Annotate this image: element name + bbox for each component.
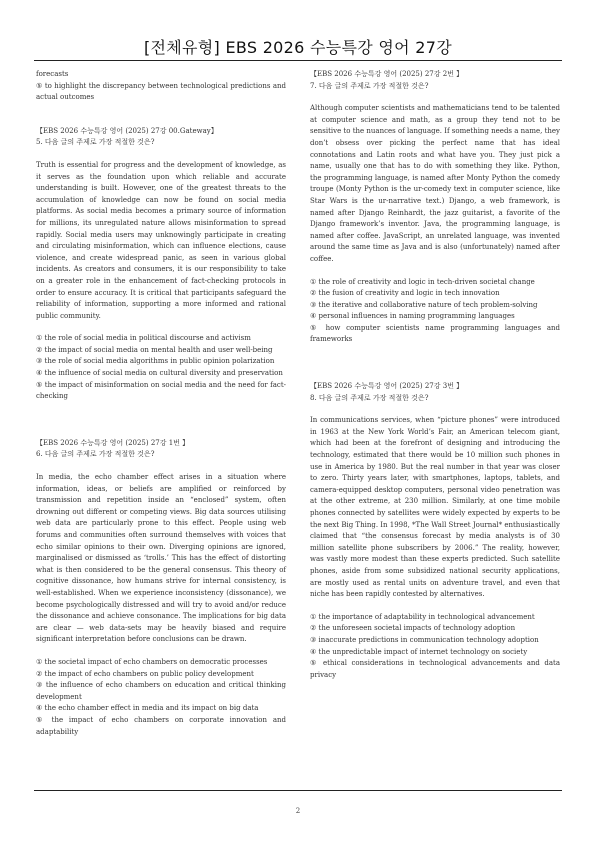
q6-passage: In media, the echo chamber effect arises in a situation where information, ideas, or beliefs are amplified or reinforced by transmission and repetition inside an “enclosed” system, often drowning out different or competing views. Big data sources utilising web data are particularly prone to this effect. People using web forums and communities often surround themselves with voices that echo similar opinions to their own. Diverging opinions are ignored, marginalised or dismissed as ‘trolls.’ This has the effect of distorting what is then considered to be the general consensus. This theory of cognitive dissonance, how humans strive for internal consistency, is well-established. When we experience inconsistency (dissonance), we become psychologically distressed and will try to avoid and/or reduce the dissonance and achieve consonance. The implications for big data are clear — web data-sets may be heavily biased and require significant interpretation before conclusions can be drawn. <box>36 473 286 644</box>
q8-option-4: ④ the unpredictable impact of internet technology on society <box>310 647 528 656</box>
q7-question: 7. 다음 글의 주제로 가장 적절한 것은? <box>310 81 429 90</box>
q7-source: 【EBS 2026 수능특강 영어 (2025) 27강 2번 】 <box>310 70 464 78</box>
q6-source: 【EBS 2026 수능특강 영어 (2025) 27강 1번 】 <box>36 438 190 447</box>
q6-question: 6. 다음 글의 주제로 가장 적절한 것은? <box>36 450 155 459</box>
q6-option-2: ② the impact of echo chambers on public policy development <box>36 669 254 678</box>
q7-option-3: ③ the iterative and collaborative nature of tech problem-solving <box>310 300 538 309</box>
q7-option-1: ① the role of creativity and logic in tech-driven societal change <box>310 277 535 286</box>
q8-source: 【EBS 2026 수능특강 영어 (2025) 27강 3번 】 <box>310 382 464 391</box>
q8-option-2: ② the unforeseen societal impacts of technology adoption <box>310 624 516 633</box>
q7-option-5: ⑤ how computer scientists name programming languages and frameworks <box>310 323 560 344</box>
q6-option-1: ① the societal impact of echo chambers on democratic processes <box>36 657 268 666</box>
carryover-text: forecasts <box>36 70 69 78</box>
carryover-option: ⑤ to highlight the discrepancy between technological predictions and actual outcomes <box>36 81 286 102</box>
left-column <box>36 69 286 738</box>
q5-option-3: ③ the role of social media algorithms in public opinion polarization <box>36 357 275 366</box>
q7-option-2: ② the fusion of creativity and logic in tech innovation <box>310 289 500 298</box>
right-column <box>310 69 560 681</box>
q8-option-1: ① the importance of adaptability in technological advancement <box>310 612 535 621</box>
page-title: [전체유형] EBS 2026 수능특강 영어 27강 <box>143 38 453 57</box>
q8-option-3: ③ inaccurate predictions in communication technology adoption <box>310 635 539 644</box>
page-number: 2 <box>295 807 301 815</box>
q5-passage: Truth is essential for progress and the development of knowledge, as it serves as the foundation upon which reliable and accurate understanding is built. However, one of the greatest threats to the accumulation of knowledge can now be found on social media platforms. As social media becomes a primary source of information for millions, its unregulated nature allows misinformation to spread rapidly. Social media users may unknowingly participate in creating and circulating misinformation, which can influence elections, cause violence, and create widespread panic, as seen in various global incidents. As creators and consumers, it is our responsibility to take on a greater role in the enhancement of fact-checking protocols in order to ensure accuracy. It is critical that participants safeguard the reliability of information, supporting a more informed and rational public community. <box>36 160 286 320</box>
q5-option-4: ④ the influence of social media on cultural diversity and preservation <box>36 369 283 378</box>
q5-option-2: ② the impact of social media on mental health and user well-being <box>36 345 273 354</box>
q6-option-3: ③ the influence of echo chambers on education and critical thinking development <box>36 681 286 701</box>
q8-question: 8. 다음 글의 주제로 가장 적절한 것은? <box>310 393 429 402</box>
q8-option-5: ⑤ ethical considerations in technological advancements and data privacy <box>310 659 560 679</box>
q6-option-4: ④ the echo chamber effect in media and its impact on big data <box>36 704 259 713</box>
q8-passage: In communications services, when “picture phones” were introduced in 1963 at the New York World’s Fair, an American telecom giant, which had been at the forefront of designing and introducing the technology, estimated that there would be 10 million such phones in use in America by 1980. But the real number in that year was closer to zero. Thirty years later, with smartphones, laptops, tablets, and camera-equipped desktop computers, personal video penetration was at the other extreme, at 230 million. Similarly, at one time mobile phones connected by satellites were widely expected by experts to be the next Big Thing. In 1998, *The Wall Street Journal* enthusiastically claimed that “the consensus forecast by media analysts is of 30 million satellite phone subscribers by 2006.” The reality, however, was vastly more modest than these experts predicted. Such satellite phones, aside from some subsidized national security applications, are mostly used as rental units on adventure travel, and even that niche has been rapidly contested by alternatives. <box>310 416 560 599</box>
q6-option-5: ⑤ the impact of echo chambers on corporate innovation and adaptability <box>36 715 286 736</box>
q5-option-5: ⑤ the impact of misinformation on social media and the need for fact-checking <box>36 380 286 401</box>
footer-rule <box>34 790 562 791</box>
q7-passage: Although computer scientists and mathematicians tend to be talented at computer science and math, as a group they tend not to be sensitive to the nuances of language. If something needs a name, they don’t obsess over picking the perfect name that has ideal connotations and Latin roots and what have you. They just pick a name, usually one that has to do with something they like. Python, the programming language, is named after Monty Python the comedy troupe (Monty Python is the ur-comedy text in computer science, like Star Wars is the ur-narrative text.) Django, a web framework, is named after Django Reinhardt, the jazz guitarist, a favorite of the Django framework’s inventor. Java, the programming language, is named after coffee. JavaScript, an unrelated language, was invented around the same time as Java and is also (unfortunately) named after coffee. <box>310 104 560 263</box>
q5-question: 5. 다음 글의 주제로 가장 적절한 것은? <box>36 138 155 147</box>
header-rule <box>34 60 562 61</box>
q5-option-1: ① the role of social media in political discourse and activism <box>36 334 251 343</box>
q7-option-4: ④ personal influences in naming programming languages <box>310 312 515 321</box>
q5-source: 【EBS 2026 수능특강 영어 (2025) 27강 00.Gateway】 <box>36 126 218 135</box>
